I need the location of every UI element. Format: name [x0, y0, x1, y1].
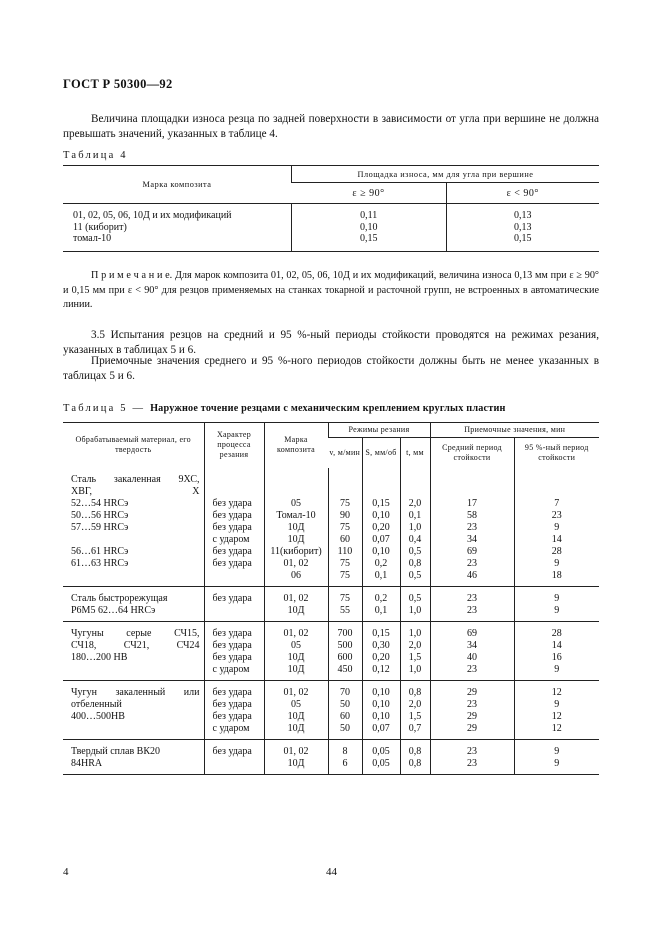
- t4-lt: 0,15: [514, 233, 532, 244]
- t5-cell-s: [362, 621, 400, 680]
- t5-mean-line: 23: [467, 745, 477, 757]
- t5-mean-line: 23: [467, 592, 477, 604]
- t5-header-t: t, мм: [400, 438, 430, 468]
- t5-cell-marka: [264, 680, 328, 739]
- t5-cell-marka: [264, 621, 328, 680]
- t5-t-line: 0,5: [408, 545, 422, 557]
- t5-header-process: Характер процесса резания: [204, 423, 264, 468]
- t5-s-line: 0,1: [374, 569, 388, 581]
- t5-s-line: 0,10: [372, 710, 390, 722]
- t5-marka-line: 01, 02: [283, 592, 309, 604]
- t5-mean-line: [431, 474, 514, 486]
- t5-v-line: 6: [342, 757, 348, 769]
- t5-material-line: [71, 534, 200, 546]
- t5-s-line: 0,07: [372, 722, 390, 734]
- t5-mean-line: 23: [467, 604, 477, 616]
- t5-material-line: 400…500НВ: [71, 710, 125, 722]
- t5-mean-line: 69: [467, 627, 477, 639]
- t5-s-line: 0,15: [372, 627, 390, 639]
- t5-process-line: [213, 605, 260, 617]
- t5-material-line: Сталь быстрорежущая: [71, 592, 168, 604]
- t5-marka-line: [265, 474, 328, 486]
- t5-body: [63, 468, 599, 775]
- t5-p95-line: 12: [551, 710, 562, 722]
- t5-header-accept: Приемочные значения, мин: [430, 423, 599, 438]
- t5-cell-v: [328, 468, 362, 587]
- t5-material-line: отбеленный: [71, 698, 122, 710]
- t5-process-line: без удара: [212, 627, 252, 639]
- t5-v-line: 500: [337, 639, 353, 651]
- t4-lt: 0,13: [514, 221, 532, 233]
- t5-mean-line: 69: [467, 545, 477, 557]
- t5-mean-line: 23: [467, 698, 477, 710]
- t5-marka-line: 01, 02: [283, 745, 309, 757]
- t5-mean-line: 23: [467, 663, 477, 675]
- t5-marka-line: 05: [291, 698, 301, 710]
- t5-cell-s: [362, 680, 400, 739]
- t4-header-lt: ε < 90°: [446, 183, 599, 204]
- para-acceptance: Приемочные значения среднего и 95 %-ного периодов стойкости должны быть не менее указанных в таблицах 5 и 6.: [63, 355, 599, 382]
- t5-cell-marka: [264, 468, 328, 587]
- t5-header-v: v, м/мин: [329, 447, 361, 457]
- t5-mean-line: 29: [467, 686, 477, 698]
- table-5: [63, 422, 599, 775]
- t5-cell-mean: [430, 586, 514, 621]
- t5-v-line: 50: [340, 722, 350, 734]
- t5-group-row: [63, 586, 599, 621]
- t5-header-marka: Марка композита: [264, 423, 328, 468]
- t5-mean-line: 29: [467, 722, 477, 734]
- t5-cell-v: [328, 739, 362, 774]
- t5-header-mean: Средний период стойкости: [430, 438, 514, 468]
- t5-mean-line: 23: [467, 557, 477, 569]
- t5-cell-p95: [514, 586, 599, 621]
- t5-t-line: 2,0: [408, 698, 422, 710]
- t5-s-line: 0,07: [372, 533, 390, 545]
- t5-t-line: 0,8: [408, 745, 422, 757]
- t5-p95-line: 9: [554, 698, 560, 710]
- t5-t-line: 0,7: [408, 722, 422, 734]
- t5-cell-mean: [430, 621, 514, 680]
- t5-s-line: 0,10: [372, 545, 390, 557]
- t5-marka-line: 10Д: [287, 757, 305, 769]
- t5-process-line: без удара: [212, 545, 252, 557]
- t5-s-line: 0,30: [372, 639, 390, 651]
- t5-p95-line: 12: [551, 686, 562, 698]
- t5-cell-marka: [264, 739, 328, 774]
- t5-p95-line: 9: [554, 604, 560, 616]
- t5-header-s: S, мм/об: [362, 438, 400, 468]
- t5-v-line: 75: [340, 521, 350, 533]
- t5-material-line: Чугун закаленный или: [71, 686, 200, 698]
- t5-p95-line: 9: [554, 557, 560, 569]
- t5-header-modes: Режимы резания: [328, 423, 430, 438]
- t5-v-line: 600: [337, 651, 353, 663]
- t4-lt: 0,13: [514, 210, 532, 221]
- t5-p95-line: 7: [554, 497, 560, 509]
- t5-cell-process: [204, 739, 264, 774]
- t5-p95-line: [515, 486, 600, 498]
- t5-process-line: с ударом: [212, 722, 250, 734]
- t5-material-line: Р6М5 62…64 HRCэ: [71, 604, 156, 616]
- t5-cell-material: [63, 586, 204, 621]
- table5-caption: [63, 403, 506, 414]
- t5-t-line: 0,8: [408, 757, 422, 769]
- t5-cell-s: [362, 739, 400, 774]
- t5-cell-v: [328, 621, 362, 680]
- t5-marka-line: 05: [291, 639, 301, 651]
- t5-cell-v: [328, 680, 362, 739]
- t5-process-line: [213, 758, 260, 770]
- t4-marka: 01, 02, 05, 06, 10Д и их модификаций: [73, 210, 232, 221]
- t5-material-line: 50…56 HRCэ: [71, 509, 129, 521]
- t5-mean-line: 17: [467, 497, 477, 509]
- t5-marka-line: 10Д: [287, 533, 305, 545]
- t5-s-line: 0,2: [374, 557, 388, 569]
- t5-material-line: 61…63 HRCэ: [71, 557, 129, 569]
- t5-mean-line: 34: [467, 533, 477, 545]
- t5-cell-s: [362, 468, 400, 587]
- t5-v-line: 75: [340, 592, 350, 604]
- t5-marka-line: 10Д: [287, 651, 305, 663]
- t5-process-line: без удара: [212, 639, 252, 651]
- t5-t-line: 0,8: [408, 557, 422, 569]
- t5-cell-marka: [264, 586, 328, 621]
- t5-s-line: 0,05: [372, 757, 390, 769]
- t5-s-line: 0,10: [372, 686, 390, 698]
- t5-t-line: 1,0: [408, 627, 422, 639]
- t5-s-line: [363, 474, 400, 486]
- t5-cell-p95: [514, 468, 599, 587]
- t5-process-line: [213, 486, 260, 498]
- t5-t-line: 0,1: [408, 509, 422, 521]
- t5-v-line: 75: [340, 557, 350, 569]
- t4-marka: 11 (киборит): [73, 221, 127, 233]
- t5-v-line: 50: [340, 698, 350, 710]
- t5-process-line: без удара: [212, 557, 252, 569]
- t5-p95-line: 23: [551, 509, 562, 521]
- t4-ge: 0,15: [360, 233, 378, 244]
- t5-t-line: 0,8: [408, 686, 422, 698]
- t5-p95-line: 14: [551, 639, 562, 651]
- t5-p95-line: 9: [554, 757, 560, 769]
- t5-process-line: без удара: [212, 745, 252, 757]
- t5-cell-t: [400, 739, 430, 774]
- t5-v-line: 8: [342, 745, 348, 757]
- t5-t-line: 1,5: [408, 710, 422, 722]
- t5-p95-line: 9: [554, 663, 560, 675]
- t5-marka-line: 05: [291, 497, 301, 509]
- t5-material-line: 52…54 HRCэ: [71, 497, 129, 509]
- table5-caption-prefix: Таблица 5 —: [63, 403, 146, 414]
- t5-mean-line: 58: [467, 509, 477, 521]
- t5-cell-material: [63, 680, 204, 739]
- t5-process-line: без удара: [212, 710, 252, 722]
- t5-p95-line: 16: [551, 651, 562, 663]
- t5-mean-line: 34: [467, 639, 477, 651]
- t5-p95-line: 28: [551, 627, 562, 639]
- t5-cell-material: [63, 621, 204, 680]
- t5-t-line: 0,4: [408, 533, 422, 545]
- t5-marka-line: 10Д: [287, 710, 305, 722]
- t5-marka-line: 06: [291, 569, 301, 581]
- t5-s-line: 0,10: [372, 698, 390, 710]
- t5-marka-line: 10Д: [287, 722, 305, 734]
- t5-cell-t: [400, 468, 430, 587]
- t4-ge: 0,11: [360, 210, 378, 221]
- t4-ge: 0,10: [360, 221, 378, 233]
- t5-v-line: 70: [340, 686, 350, 698]
- t5-cell-material: [63, 739, 204, 774]
- t5-marka-line: 01, 02: [283, 557, 309, 569]
- t5-s-line: 0,05: [372, 745, 390, 757]
- t5-p95-line: 18: [551, 569, 562, 581]
- t5-s-line: 0,20: [372, 521, 390, 533]
- t5-process-line: с ударом: [212, 663, 250, 675]
- t5-cell-process: [204, 468, 264, 587]
- t5-marka-line: 01, 02: [283, 627, 309, 639]
- table4-caption: Таблица 4: [63, 150, 128, 161]
- t5-process-line: без удара: [212, 698, 252, 710]
- t5-p95-line: 9: [554, 592, 560, 604]
- t5-s-line: 0,1: [374, 604, 388, 616]
- t5-t-line: 2,0: [408, 639, 422, 651]
- t5-v-line: [329, 474, 362, 486]
- t5-group-row: [63, 680, 599, 739]
- t5-cell-mean: [430, 739, 514, 774]
- t5-cell-t: [400, 621, 430, 680]
- t5-process-line: без удара: [212, 651, 252, 663]
- t5-group-row: [63, 739, 599, 774]
- t5-v-line: 90: [340, 509, 350, 521]
- t5-process-line: без удара: [212, 521, 252, 533]
- t5-cell-process: [204, 680, 264, 739]
- t5-mean-line: [431, 486, 514, 498]
- t5-cell-t: [400, 680, 430, 739]
- t5-t-line: [401, 474, 430, 486]
- t5-marka-line: 10Д: [287, 521, 305, 533]
- t4-marka: томал-10: [73, 233, 112, 244]
- t5-process-line: без удара: [212, 497, 252, 509]
- t5-header-material: Обрабатываемый материал, его твердость: [75, 435, 191, 455]
- t5-material-line: СЧ18, СЧ21, СЧ24: [71, 639, 200, 651]
- t4-header-group: Площадка износа, мм для угла при вершине: [292, 166, 600, 183]
- t5-material-line: ХВГ, Х: [71, 485, 200, 497]
- t5-v-line: 60: [340, 710, 350, 722]
- t5-cell-p95: [514, 739, 599, 774]
- t5-t-line: 1,0: [408, 663, 422, 675]
- t5-v-line: 450: [337, 663, 353, 675]
- t5-s-line: [363, 486, 400, 498]
- t5-cell-t: [400, 586, 430, 621]
- t5-marka-line: [265, 486, 328, 498]
- t5-process-line: без удара: [212, 686, 252, 698]
- t5-t-line: 1,0: [408, 521, 422, 533]
- t5-v-line: 700: [337, 627, 353, 639]
- t5-marka-line: 01, 02: [283, 686, 309, 698]
- t5-t-line: [401, 486, 430, 498]
- t5-p95-line: 9: [554, 521, 560, 533]
- t5-material-line: 180…200 НВ: [71, 651, 128, 663]
- t5-v-line: 55: [340, 604, 350, 616]
- t5-p95-line: 14: [551, 533, 562, 545]
- t5-cell-v: [328, 586, 362, 621]
- t5-mean-line: 46: [467, 569, 477, 581]
- t5-cell-s: [362, 586, 400, 621]
- t5-process-line: без удара: [212, 509, 252, 521]
- t5-t-line: 0,5: [408, 569, 422, 581]
- t5-marka-line: 10Д: [287, 604, 305, 616]
- t5-cell-process: [204, 586, 264, 621]
- t4-body: [63, 204, 599, 252]
- t5-material-line: 57…59 HRCэ: [71, 521, 129, 533]
- t5-marka-line: Томал-10: [276, 509, 316, 521]
- t5-header-95: 95 %-ный период стойкости: [514, 438, 599, 468]
- t5-v-line: 60: [340, 533, 350, 545]
- t5-cell-p95: [514, 680, 599, 739]
- t5-p95-line: 12: [551, 722, 562, 734]
- note-paragraph: П р и м е ч а н и е. Для марок композита 01, 02, 05, 06, 10Д и их модификаций, величина износа 0,13 мм при ε ≥ 90° и 0,15 мм при ε < 90° для резцов применяемых на станках токарной и расточной групп, не встроенных в автоматические линии.: [63, 270, 599, 310]
- t5-process-line: с ударом: [212, 533, 250, 545]
- table-4: [63, 165, 599, 252]
- t5-material-line: 56…61 HRCэ: [71, 545, 129, 557]
- t5-v-line: 75: [340, 497, 350, 509]
- page-number-center: 44: [326, 866, 337, 878]
- t5-mean-line: 23: [467, 521, 477, 533]
- t5-v-line: [329, 486, 362, 498]
- t5-material-line: Чугуны серые СЧ15,: [71, 627, 200, 639]
- t5-process-line: [213, 474, 260, 486]
- t5-t-line: 1,0: [408, 604, 422, 616]
- t5-mean-line: 29: [467, 710, 477, 722]
- t5-group-row: [63, 621, 599, 680]
- t5-cell-process: [204, 621, 264, 680]
- t5-t-line: 0,5: [408, 592, 422, 604]
- t5-process-line: без удара: [212, 592, 252, 604]
- t5-marka-line: 11(киборит): [270, 545, 322, 557]
- t5-p95-line: [515, 474, 600, 486]
- t5-s-line: 0,12: [372, 663, 390, 675]
- t5-mean-line: 23: [467, 757, 477, 769]
- t5-v-line: 75: [340, 569, 350, 581]
- t5-s-line: 0,10: [372, 509, 390, 521]
- t5-mean-line: 40: [467, 651, 477, 663]
- t5-s-line: 0,2: [374, 592, 388, 604]
- t5-t-line: 1,5: [408, 651, 422, 663]
- intro-paragraph: Величина площадки износа резца по задней поверхности в зависимости от угла при вершине не должна превышать значений, указанных в таблице 4.: [63, 113, 599, 140]
- t5-cell-material: [63, 468, 204, 587]
- t5-marka-line: 10Д: [287, 663, 305, 675]
- table5-caption-title: Наружное точение резцами с механическим креплением круглых пластин: [150, 403, 506, 414]
- t5-material-line: 84HRA: [71, 757, 103, 769]
- t5-cell-mean: [430, 468, 514, 587]
- t5-group-row: [63, 468, 599, 587]
- document-header: ГОСТ Р 50300—92: [63, 77, 173, 91]
- t5-material-line: Твердый сплав ВК20: [71, 745, 161, 757]
- t5-cell-p95: [514, 621, 599, 680]
- t5-t-line: 2,0: [408, 497, 422, 509]
- t5-s-line: 0,15: [372, 497, 390, 509]
- t4-header-ge: ε ≥ 90°: [352, 187, 385, 199]
- t5-s-line: 0,20: [372, 651, 390, 663]
- t5-v-line: 110: [337, 545, 353, 557]
- t5-material-line: Сталь закаленная 9ХС,: [71, 473, 200, 485]
- t5-p95-line: 28: [551, 545, 562, 557]
- page-number-left: 4: [63, 866, 69, 878]
- t4-header-marka: Марка композита: [142, 180, 212, 189]
- para-3-5: 3.5 Испытания резцов на средний и 95 %-ный периоды стойкости проводятся на режимах резания, указанных в таблицах 5 и 6.: [63, 329, 599, 356]
- t5-p95-line: 9: [554, 745, 560, 757]
- t5-cell-mean: [430, 680, 514, 739]
